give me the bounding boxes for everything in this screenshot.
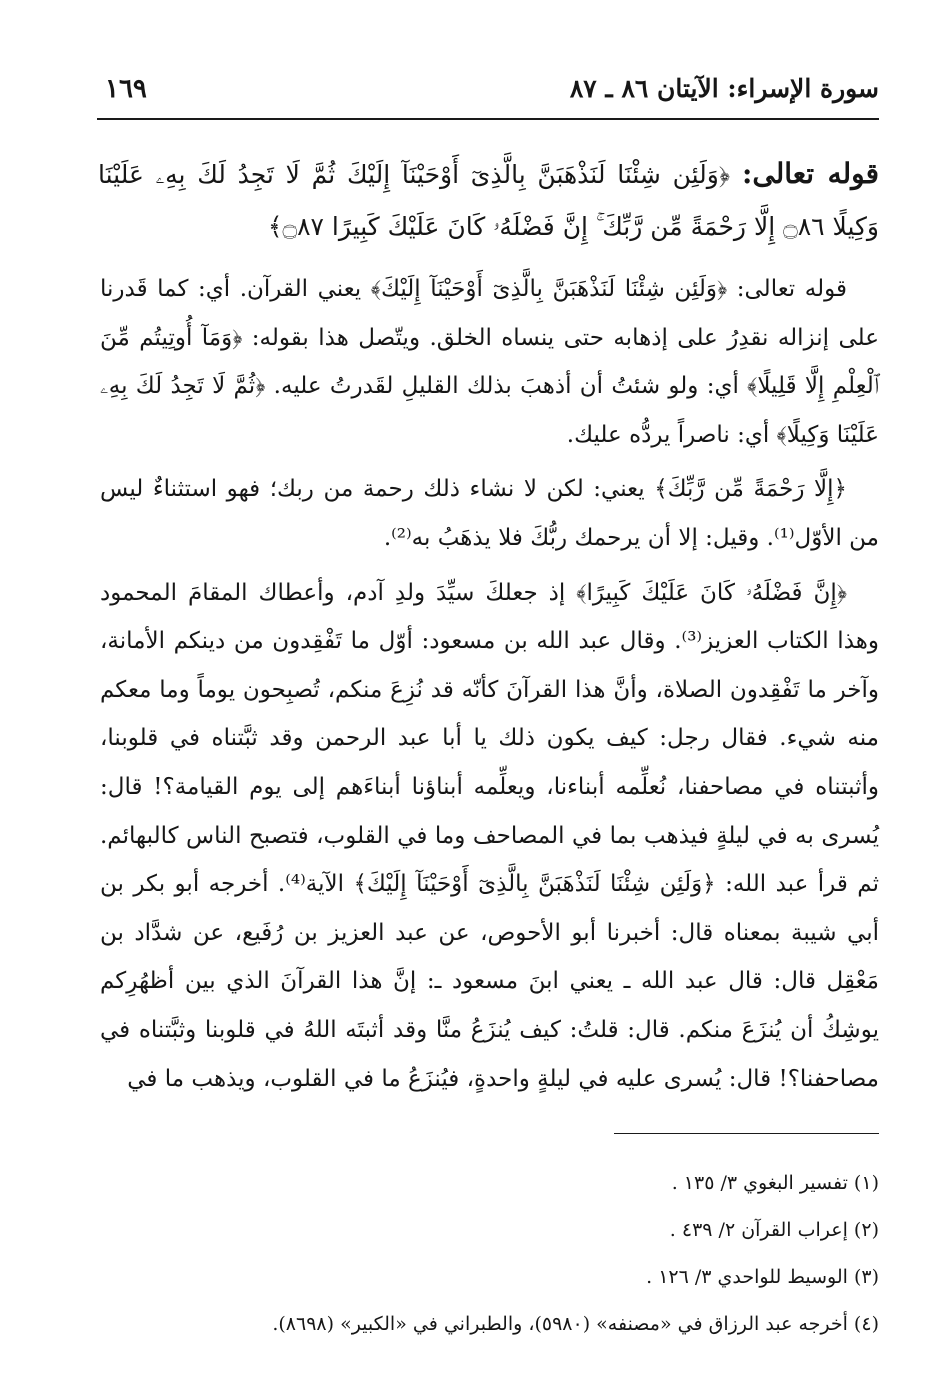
footnotes [120,1160,879,1348]
footnote-4: (٤) أخرجه عبد الرزاق في «مصنفه» (٥٩٨٠)، والطبراني في «الكبير» (٨٦٩٨). [272,1313,879,1335]
footnote-1: (١) تفسير البغوي ٣/ ١٣٥ . [671,1172,879,1194]
verse-text: ﴿وَلَئِن شِئْنَا لَنَذْهَبَنَّ بِالَّذِىٓ أَوْحَيْنَآ إِلَيْكَ ثُمَّ لَا تَجِدُ لَكَ بِهِۦ عَلَيْنَا وَكِيلًا ۝٨٦ إِلَّا رَحْمَةً مِّن رَّبِّكَ ۚ إِنَّ فَضْلَهُۥ كَانَ عَلَيْكَ كَبِيرًا ۝٨٧﴾ [98,160,879,241]
running-title: سورة الإسراء: الآيتان ٨٦ ـ ٨٧ [569,74,879,103]
page-number: ١٦٩ [105,74,147,104]
footnote-separator [614,1133,879,1134]
commentary-body [100,265,879,1103]
footnote-2: (٢) إعراب القرآن ٢/ ٤٣٩ . [669,1219,879,1241]
verse-lead: قوله تعالى: [742,157,879,190]
footnote-3: (٣) الوسيط للواحدي ٣/ ١٢٦ . [646,1266,879,1288]
verse-heading [98,148,879,253]
page-header [97,68,879,120]
paragraph-1: قوله تعالى: ﴿وَلَئِن شِئْنَا لَنَذْهَبَنَّ بِالَّذِىٓ أَوْحَيْنَآ إِلَيْكَ﴾ يعني القرآن. أي: كما قَدرنا على إنزاله نقدِرُ على إذهابه حتى ينساه الخلق. ويتّصل هذا بقوله: ﴿وَمَآ أُوتِيتُم مِّنَ ٱلْعِلْمِ إِلَّا قَلِيلًا﴾ أي: ولو شئتُ أن أذهبَ بذلك القليلِ لقَدرتُ عليه. ﴿ثُمَّ لَا تَجِدُ لَكَ بِهِۦ عَلَيْنَا وَكِيلًا﴾ أي: ناصراً يردُّه عليك. [100,276,879,448]
paragraph-2: ﴿إِلَّا رَحْمَةً مِّن رَّبِّكَ﴾ يعني: لكن لا نشاء ذلك رحمة من ربك؛ فهو استثناءٌ ليس من الأوّل⁽¹⁾. وقيل: إلا أن يرحمك ربُّكَ فلا يذهَبُ به⁽²⁾. [100,476,879,551]
paragraph-3: ﴿إِنَّ فَضْلَهُۥ كَانَ عَلَيْكَ كَبِيرًا﴾ إذ جعلكَ سيِّدَ ولدِ آدم، وأعطاك المقامَ المحمود وهذا الكتاب العزيز⁽³⁾. وقال عبد الله بن مسعود: أوّل ما تَفْقِدون من دينكم الأمانة، وآخر ما تَفْقِدون الصلاة، وأنَّ هذا القرآنَ كأنّه قد نُزِعَ منكم، تُصبِحون يوماً وما معكم منه شيء. فقال رجل: كيف يكون ذلك يا أبا عبد الرحمن وقد ثبَّتناه في قلوبنا، وأثبتناه في مصاحفنا، نُعلِّمه أبناءنا، ويعلِّمه أبناؤنا أبناءَهم إلى يوم القيامة؟! قال: يُسرى به في ليلةٍ فيذهب بما في المصاحف وما في القلوب، فتصبح الناس كالبهائم. ثم قرأ عبد الله: ﴿وَلَئِن شِئْنَا لَنَذْهَبَنَّ بِالَّذِىٓ أَوْحَيْنَآ إِلَيْكَ﴾ الآية⁽⁴⁾. أخرجه أبو بكر بن أبي شيبة بمعناه قال: أخبرنا أبو الأحوص، عن عبد العزيز بن رُفَيع، عن شدَّاد بن مَعْقِل قال: قال عبد الله ـ يعني ابنَ مسعود ـ: إنَّ هذا القرآنَ الذي بين أظهُرِكم يوشِكُ أن يُنزَعَ منكم. قال: قلتُ: كيف يُنزَعُ منَّا وقد أثبتَه اللهُ في قلوبنا وثبَّتناه في مصاحفنا؟! قال: يُسرى عليه في ليلةٍ واحدةٍ، فيُنزَعُ ما في القلوب، ويذهب ما في [100,579,880,1092]
